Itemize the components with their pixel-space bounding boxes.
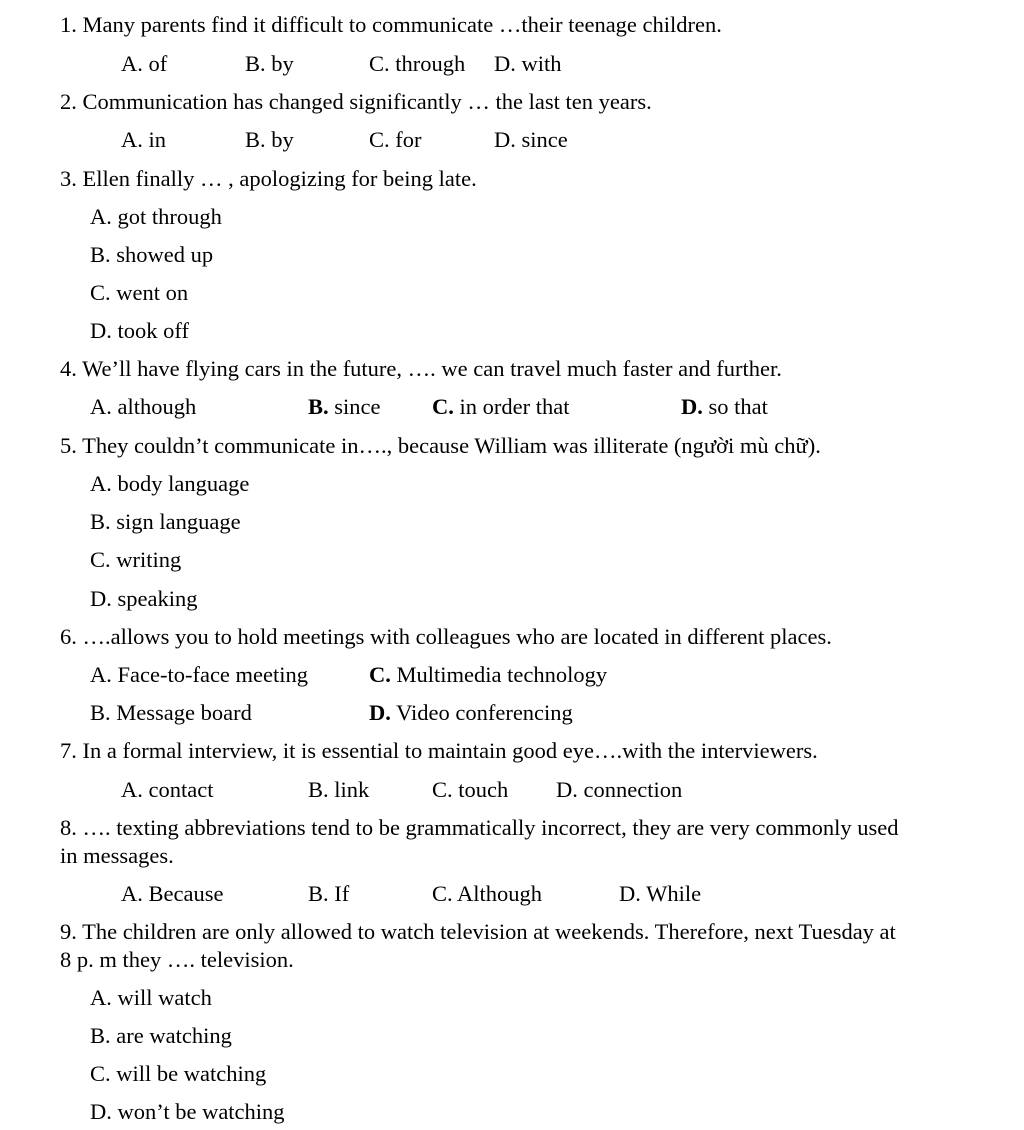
q1-option-c: C. through [369,51,466,76]
q5-option-a: A. body language [90,471,250,496]
option-letter: A. [90,662,112,687]
q9-option-c: C. will be watching [90,1061,267,1086]
q6-option-d [369,702,573,725]
option-text: Face-to-face meeting [117,662,309,687]
q4-option-a [90,396,196,419]
q2-option-d: D. since [494,127,568,152]
option-text: Video conferencing [396,700,573,725]
option-letter: B. [308,394,329,419]
q8-option-c: C. Although [432,881,543,906]
question-9-text-line2: 8 p. m they …. television. [60,947,294,972]
q9-option-a: A. will watch [90,985,212,1010]
q9-option-b: B. are watching [90,1023,232,1048]
q3-option-c: C. went on [90,280,189,305]
q5-option-c: C. writing [90,547,182,572]
question-3-text: 3. Ellen finally … , apologizing for being late. [60,166,477,191]
question-5-text: 5. They couldn’t communicate in…., because William was illiterate (người mù chữ). [60,433,821,458]
q1-option-b: B. by [245,51,294,76]
question-6-text: 6. ….allows you to hold meetings with colleagues who are located in different places. [60,624,832,649]
question-9-text-line1: 9. The children are only allowed to watch television at weekends. Therefore, next Tuesday at [60,919,896,944]
q4-option-c [432,396,569,419]
q2-option-c: C. for [369,127,422,152]
option-text: Message board [116,700,252,725]
q6-option-c [369,664,607,687]
q7-option-a: A. contact [121,777,214,802]
q2-option-a: A. in [121,127,166,152]
question-1-text: 1. Many parents find it difficult to communicate …their teenage children. [60,12,722,37]
question-7-text: 7. In a formal interview, it is essential to maintain good eye….with the interviewers. [60,738,818,763]
q3-option-b: B. showed up [90,242,214,267]
q7-option-d: D. connection [556,777,683,802]
option-text: in order that [459,394,570,419]
q8-option-b: B. If [308,881,350,906]
q7-option-b: B. link [308,777,370,802]
q3-option-a: A. got through [90,204,222,229]
q3-option-d: D. took off [90,318,189,343]
option-letter: C. [369,662,391,687]
q5-option-b: B. sign language [90,509,241,534]
q5-option-d: D. speaking [90,586,198,611]
q1-option-d: D. with [494,51,562,76]
q1-option-a: A. of [121,51,168,76]
q7-option-c: C. touch [432,777,509,802]
q4-option-b [308,396,381,419]
option-letter: B. [90,700,111,725]
question-4-text: 4. We’ll have flying cars in the future, …. we can travel much faster and further. [60,356,782,381]
q9-option-d: D. won’t be watching [90,1099,285,1124]
option-text: Multimedia technology [396,662,608,687]
option-text: since [334,394,381,419]
q4-option-d [681,396,768,419]
question-8-text-line2: in messages. [60,843,174,868]
question-8-text-line1: 8. …. texting abbreviations tend to be grammatically incorrect, they are very commonly used [60,815,899,840]
question-2-text: 2. Communication has changed significantly … the last ten years. [60,89,652,114]
option-letter: C. [432,394,454,419]
option-letter: A. [90,394,112,419]
option-letter: D. [681,394,703,419]
option-text: although [117,394,197,419]
q2-option-b: B. by [245,127,294,152]
q8-option-d: D. While [619,881,702,906]
q6-option-b [90,702,252,725]
option-letter: D. [369,700,391,725]
q6-option-a [90,664,308,687]
option-text: so that [708,394,768,419]
q8-option-a: A. Because [121,881,224,906]
